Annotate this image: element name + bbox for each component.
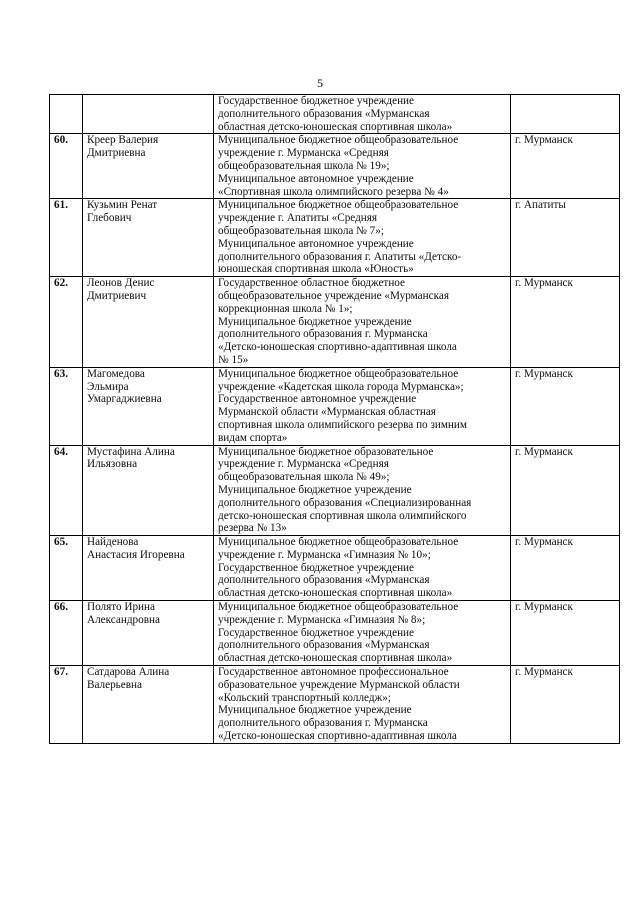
organization-line: Муниципальное бюджетное учреждение [218,315,412,328]
row-number: 67. [50,666,83,744]
participant-name [83,601,214,666]
table-row [50,277,620,368]
organization [218,562,507,600]
organization-line: «Детско-юношеская спортивно-адаптивная школа [218,730,457,743]
organization-line: коррекционная школа № 1»; [218,302,353,315]
name-line: Дмитриевич [87,289,147,302]
city: г. Апатиты [511,199,620,277]
organization-line: дополнительного образования г. Апатиты «Детско- [218,250,462,263]
city: г. Мурманск [511,601,620,666]
row-number: 66. [50,601,83,666]
organization [218,393,507,444]
name-line: Леонов Денис [87,277,155,290]
organization-line: Муниципальное бюджетное учреждение [218,704,412,717]
organizations-cell [214,277,511,368]
name-line: Дмитриевна [87,147,146,160]
table-body [50,95,620,744]
row-number: 64. [50,445,83,536]
organization-line: дополнительного образования «Мурманская [218,574,430,587]
page-number: 5 [317,76,323,90]
organization [218,95,507,133]
participant-name [83,666,214,744]
organization-line: общеобразовательная школа № 19»; [218,159,390,172]
organization [218,536,507,562]
organization-line: дополнительного образования «Мурманская [218,107,430,120]
table-row [50,95,620,134]
organization-line: юношеская спортивная школа «Юность» [218,263,414,276]
organization-line: дополнительного образования «Мурманская [218,639,430,652]
city: г. Мурманск [511,445,620,536]
city: г. Мурманск [511,367,620,445]
participant-name [83,95,214,134]
organization-line: Муниципальное бюджетное образовательное [218,445,434,458]
organization-line: видам спорта» [218,431,288,444]
city [511,95,620,134]
organization [218,666,507,704]
organizations-cell [214,95,511,134]
participant-name [83,277,214,368]
organization-line: Государственное областное бюджетное [218,277,406,290]
organization [218,446,507,484]
city: г. Мурманск [511,277,620,368]
organization-line: резерва № 13» [218,522,287,535]
organization-line: Муниципальное бюджетное общеобразовательное [218,536,459,549]
organizations-cell [214,134,511,199]
name-line: Ильязовна [87,458,138,471]
row-number [50,95,83,134]
organization-line: учреждение г. Мурманска «Средняя [218,458,389,471]
organization-line: Муниципальное бюджетное общеобразовательное [218,367,459,380]
organization-line: Муниципальное автономное учреждение [218,237,414,250]
table-row [50,199,620,277]
organization-line: Государственное автономное учреждение [218,393,417,406]
organization-line: «Детско-юношеская спортивно-адаптивная школа [218,341,457,354]
organization-line: дополнительного образования «Специализированная [218,496,472,509]
organization-line: учреждение г. Мурманска «Гимназия № 8»; [218,613,426,626]
organization-line: спортивная школа олимпийского резерва по зимним [218,418,467,431]
table-row [50,536,620,601]
organization-line: Муниципальное автономное учреждение [218,172,414,185]
organization-line: Муниципальное бюджетное общеобразовательное [218,199,459,212]
organizations-cell [214,536,511,601]
name-line: Найденова [87,536,139,549]
organization-line: общеобразовательная школа № 49»; [218,471,390,484]
organization-line: областная детско-юношеская спортивная школа» [218,587,453,600]
organization-line: Мурманской области «Мурманская областная [218,406,436,419]
organization-line: учреждение г. Мурманска «Гимназия № 10»; [218,548,431,561]
table-row [50,445,620,536]
organization-line: областная детско-юношеская спортивная школа» [218,120,453,133]
participant-name [83,134,214,199]
organization-line: Муниципальное бюджетное общеобразовательное [218,601,459,614]
organization-line: общеобразовательное учреждение «Мурманская [218,289,449,302]
organization-line: «Спортивная школа олимпийского резерва № 4» [218,185,449,198]
name-line: Александровна [87,613,160,626]
organization [218,134,507,172]
organization-line: областная детско-юношеская спортивная школа» [218,652,453,665]
organization-line: дополнительного образования г. Мурманска [218,717,428,730]
organization-line: дополнительного образования г. Мурманска [218,328,428,341]
organization-line: общеобразовательная школа № 7»; [218,224,384,237]
organization [218,173,507,199]
row-number: 63. [50,367,83,445]
organization-line: Государственное бюджетное учреждение [218,561,415,574]
participant-name [83,445,214,536]
organizations-cell [214,367,511,445]
organization [218,601,507,627]
organization-line: № 15» [218,353,249,366]
city: г. Мурманск [511,536,620,601]
organization-line: «Кольский транспортный колледж»; [218,691,391,704]
participant-name [83,199,214,277]
organization [218,627,507,665]
name-line: Умаргаджиевна [87,393,162,406]
name-line: Глебович [87,212,132,225]
row-number: 65. [50,536,83,601]
name-line: Анастасия Игоревна [87,548,185,561]
table-row [50,134,620,199]
organization-line: Государственное автономное профессиональное [218,666,449,679]
organization-line: детско-юношеская спортивная школа олимпийского [218,509,467,522]
name-line: Креер Валерия [87,134,159,147]
table-row [50,367,620,445]
name-line: Полято Ирина [87,601,155,614]
participant-name [83,367,214,445]
organization [218,484,507,535]
name-line: Валерьевна [87,678,142,691]
organization [218,368,507,394]
row-number: 62. [50,277,83,368]
row-number: 61. [50,199,83,277]
city: г. Мурманск [511,666,620,744]
city: г. Мурманск [511,134,620,199]
organizations-cell [214,445,511,536]
organization-line: учреждение г. Апатиты «Средняя [218,212,378,225]
name-line: Эльмира [87,380,129,393]
organization-line: Государственное бюджетное учреждение [218,95,415,107]
organizations-cell [214,199,511,277]
organization-line: Муниципальное бюджетное общеобразовательное [218,134,459,147]
table-row [50,601,620,666]
organizations-cell [214,666,511,744]
participants-table [49,94,620,744]
name-line: Кузьмин Ренат [87,199,158,212]
organizations-cell [214,601,511,666]
organization-line: образовательное учреждение Мурманской области [218,678,460,691]
table-row [50,666,620,744]
name-line: Сатдарова Алина [87,666,170,679]
row-number: 60. [50,134,83,199]
organization [218,316,507,367]
organization [218,199,507,237]
name-line: Магомедова [87,367,145,380]
participant-name [83,536,214,601]
organization-line: Муниципальное бюджетное учреждение [218,483,412,496]
organization-line: Государственное бюджетное учреждение [218,626,415,639]
organization-line: учреждение г. Мурманска «Средняя [218,147,389,160]
organization [218,277,507,315]
organization [218,704,507,742]
organization [218,238,507,276]
organization-line: учреждение «Кадетская школа города Мурманска»; [218,380,464,393]
name-line: Мустафина Алина [87,445,175,458]
